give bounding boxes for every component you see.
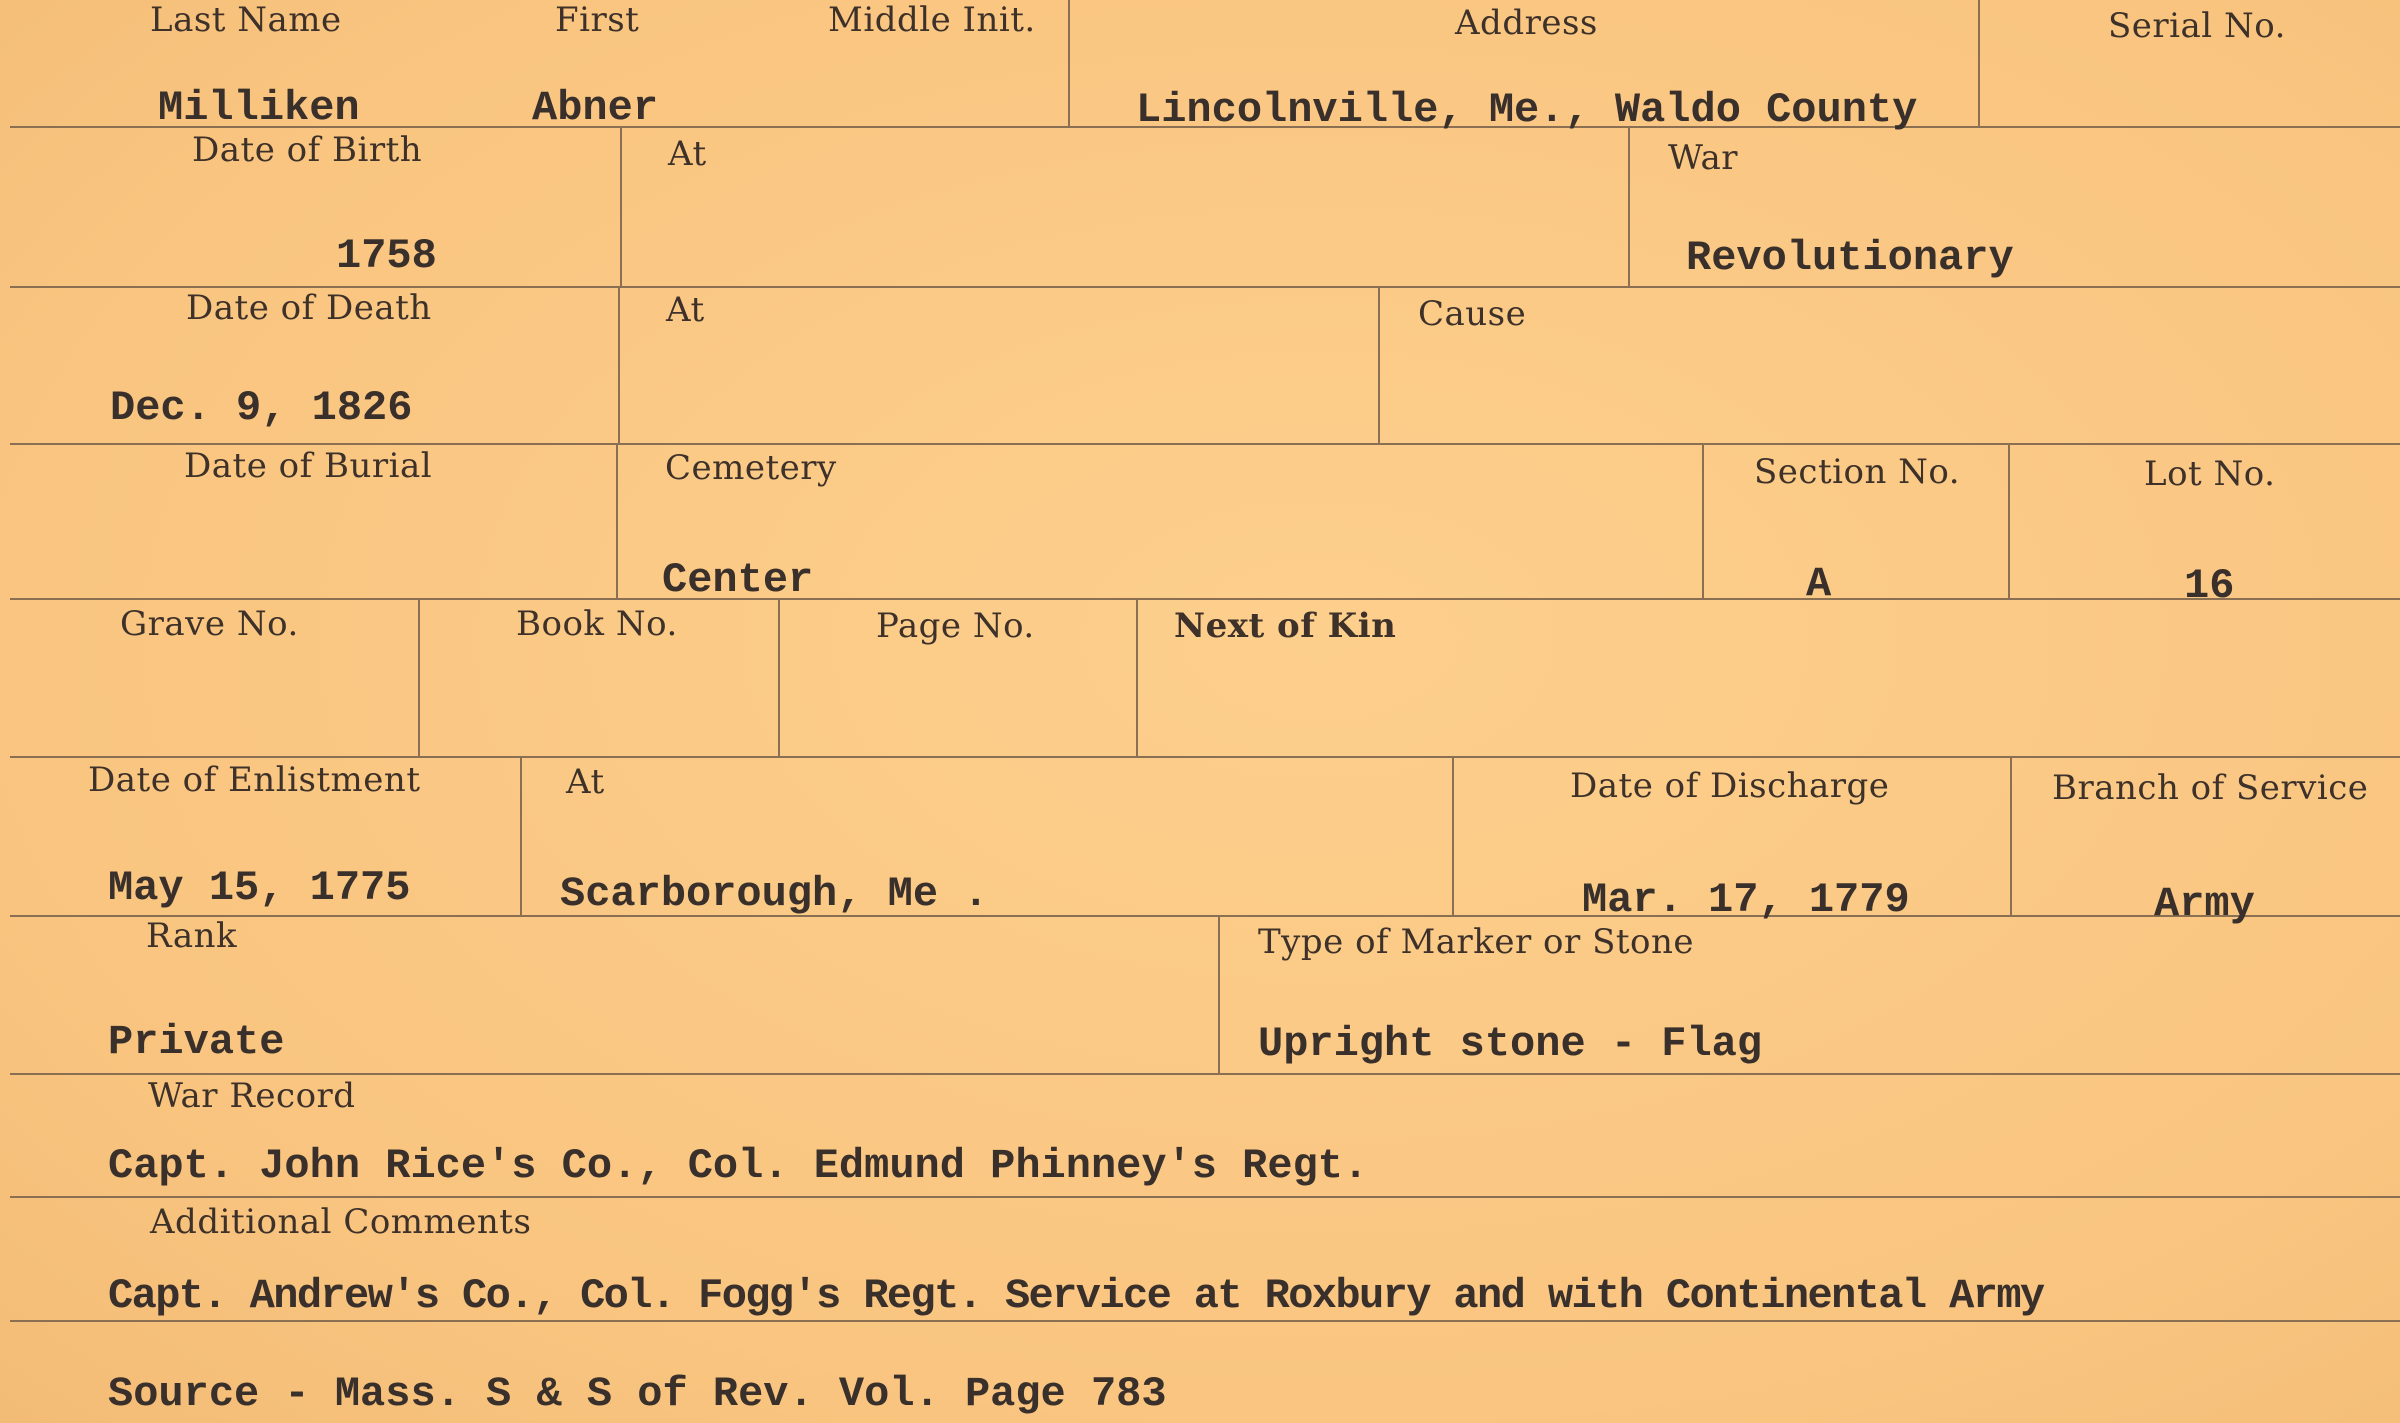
date-of-enlistment-label: Date of Enlistment — [88, 760, 421, 800]
type-of-marker-value: Upright stone - Flag — [1258, 1020, 1763, 1068]
lot-number-value: 16 — [2184, 562, 2235, 610]
middle-initial-label: Middle Init. — [828, 0, 1036, 40]
column-divider — [1628, 126, 1630, 286]
war-record-value: Capt. John Rice's Co., Col. Edmund Phinney's Regt. — [108, 1142, 1369, 1190]
war-record-label: War Record — [148, 1076, 356, 1116]
rank-value: Private — [108, 1018, 285, 1066]
column-divider — [618, 286, 620, 443]
row-divider — [10, 1196, 2400, 1198]
first-name-value: Abner — [532, 84, 659, 132]
column-divider — [520, 756, 522, 915]
date-of-death-value: Dec. 9, 1826 — [110, 384, 413, 432]
column-divider — [616, 443, 618, 598]
column-divider — [418, 598, 420, 756]
book-number-label: Book No. — [516, 604, 678, 644]
first-name-label: First — [555, 0, 640, 40]
cause-label: Cause — [1418, 294, 1527, 334]
row-divider — [10, 1320, 2400, 1322]
branch-of-service-value: Army — [2154, 880, 2255, 928]
cemetery-value: Center — [662, 556, 814, 604]
date-of-birth-value: 1758 — [336, 232, 437, 280]
enlistment-place-label: At — [566, 762, 605, 802]
column-divider — [1218, 915, 1220, 1073]
row-divider — [10, 915, 2400, 917]
war-label: War — [1668, 138, 1739, 178]
date-of-burial-label: Date of Burial — [184, 446, 433, 486]
column-divider — [1452, 756, 1454, 915]
cemetery-label: Cemetery — [665, 448, 837, 488]
column-divider — [2010, 756, 2012, 915]
section-number-value: A — [1806, 560, 1832, 608]
last-name-value: Milliken — [158, 84, 360, 132]
column-divider — [1136, 598, 1138, 756]
section-number-label: Section No. — [1754, 452, 1961, 492]
date-of-enlistment-value: May 15, 1775 — [108, 864, 411, 912]
war-value: Revolutionary — [1686, 234, 2014, 282]
last-name-label: Last Name — [150, 0, 342, 40]
death-place-label: At — [666, 290, 705, 330]
address-label: Address — [1455, 3, 1598, 43]
type-of-marker-label: Type of Marker or Stone — [1258, 922, 1695, 962]
column-divider — [1378, 286, 1380, 443]
date-of-discharge-value: Mar. 17, 1779 — [1582, 876, 1910, 924]
rank-label: Rank — [146, 916, 238, 956]
date-of-death-label: Date of Death — [186, 288, 432, 328]
row-divider — [10, 756, 2400, 758]
date-of-birth-label: Date of Birth — [192, 130, 423, 170]
page-number-label: Page No. — [876, 606, 1035, 646]
source-citation: Source - Mass. S & S of Rev. Vol. Page 783 — [108, 1370, 1167, 1418]
row-divider — [10, 598, 2400, 600]
additional-comments-label: Additional Comments — [150, 1202, 532, 1242]
serial-number-label: Serial No. — [2108, 6, 2286, 46]
grave-number-label: Grave No. — [120, 604, 299, 644]
date-of-discharge-label: Date of Discharge — [1570, 766, 1890, 806]
additional-comments-value: Capt. Andrew's Co., Col. Fogg's Regt. Service at Roxbury and with Continental Army — [108, 1272, 2044, 1320]
row-divider — [10, 443, 2400, 445]
enlistment-place-value: Scarborough, Me . — [560, 870, 989, 918]
lot-number-label: Lot No. — [2144, 454, 2276, 494]
next-of-kin-label: Next of Kin — [1174, 606, 1397, 646]
column-divider — [1978, 0, 1980, 126]
column-divider — [2008, 443, 2010, 598]
branch-of-service-label: Branch of Service — [2052, 768, 2369, 808]
row-divider — [10, 1073, 2400, 1075]
column-divider — [1068, 0, 1070, 126]
birth-place-label: At — [668, 134, 707, 174]
column-divider — [778, 598, 780, 756]
column-divider — [1702, 443, 1704, 598]
address-value: Lincolnville, Me., Waldo County — [1136, 86, 1918, 134]
column-divider — [620, 126, 622, 286]
